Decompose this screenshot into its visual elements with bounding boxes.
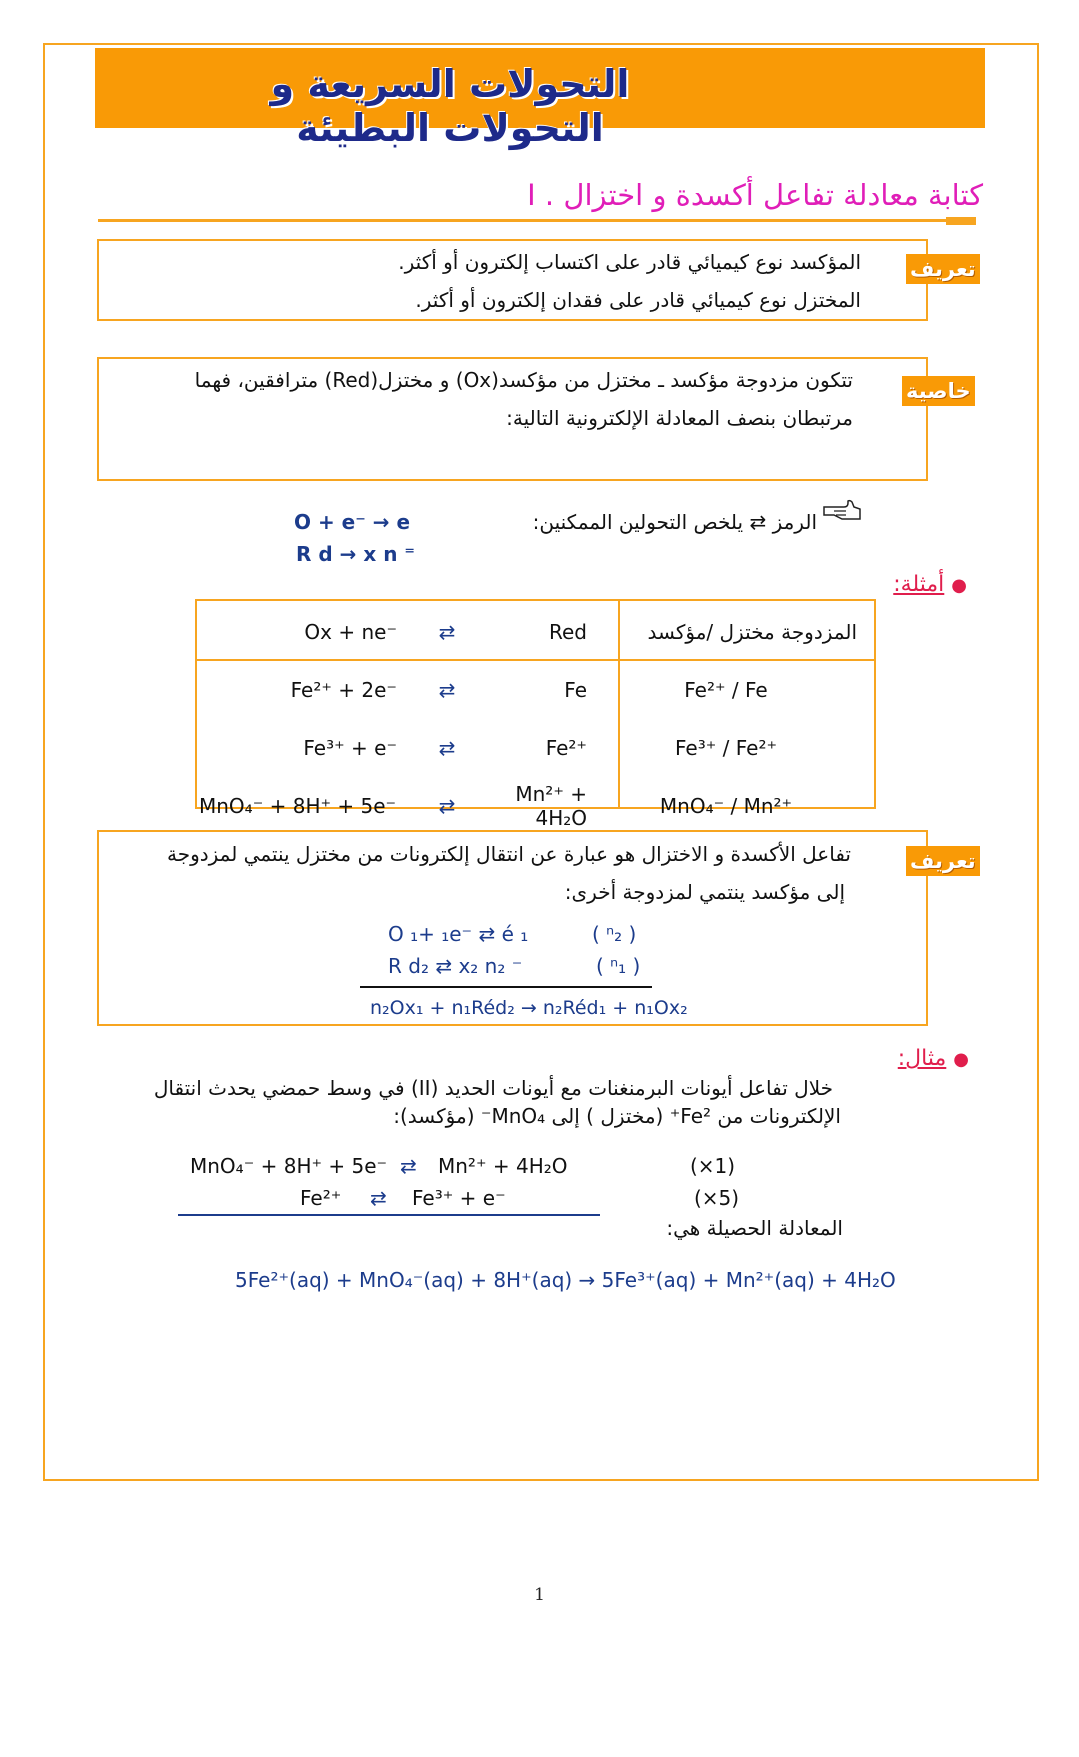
examples-label-text: أمثلة: [893, 572, 945, 597]
header-red: Red [549, 620, 587, 644]
redox-definition-tag: تعريف [906, 846, 980, 876]
table-row [197, 719, 891, 777]
sum-line [360, 986, 652, 988]
header-ox: Ox + ne⁻ [304, 620, 397, 644]
examples-label: ● أمثلة: [893, 572, 967, 597]
example-half-1-right: Mn²⁺ + 4H₂O [438, 1154, 568, 1178]
row2-pair: Fe³⁺ / Fe²⁺ [674, 736, 778, 760]
example-half-2-right: Fe³⁺ + e⁻ [412, 1186, 506, 1210]
property-line-2: مرتبطان بنصف المعادلة الإلكترونية التالية: [506, 406, 853, 430]
symbol-equation-1: O + e⁻ → e [294, 510, 411, 534]
example-label-text: مثال: [897, 1046, 947, 1071]
example-sum-line [178, 1214, 600, 1216]
row3-pair: MnO₄⁻ / Mn²⁺ [659, 794, 793, 818]
row1-arrow: ⇄ [438, 678, 456, 702]
section-title: كتابة معادلة تفاعل أكسدة و اختزال . I [527, 178, 983, 212]
half-equation-1: O ₁+ ₁e⁻ ⇄ é ₁ [388, 922, 529, 946]
row2-arrow: ⇄ [438, 736, 456, 760]
row3-ox: MnO₄⁻ + 8H⁺ + 5e⁻ [199, 794, 397, 818]
row2-ox: Fe³⁺ + e⁻ [303, 736, 397, 760]
example-line-2: الإلكترونات من Fe²⁺ (مختزل ) إلى MnO₄⁻ (مؤكسد): [393, 1104, 841, 1128]
oxidant-definition: المؤكسد نوع كيميائي قادر على اكتساب إلكترون أو أكثر. [398, 250, 861, 274]
table-row [197, 777, 891, 835]
example-half-1-multiplier: (×1) [690, 1154, 736, 1178]
row1-pair: Fe²⁺ / Fe [684, 678, 768, 702]
redox-pairs-table [197, 603, 891, 835]
example-line-1: خلال تفاعل أيونات البرمنغنات مع أيونات الحديد (II) في وسط حمضي يحدث انتقال [153, 1076, 833, 1100]
header-pair: المزدوجة مختزل /مؤكسد [647, 620, 857, 644]
header-arrow: ⇄ [438, 620, 456, 644]
global-equation: n₂Ox₁ + n₁Réd₂ → n₂Réd₁ + n₁Ox₂ [370, 997, 688, 1019]
overall-equation-label: المعادلة الحصيلة هي: [666, 1216, 843, 1240]
reductant-definition: المختزل نوع كيميائي قادر على فقدان إلكترون أو أكثر. [415, 288, 861, 312]
half-equation-2-multiplier: ( ⁿ₁ ) [596, 954, 641, 978]
redox-definition-line-2: إلى مؤكسد ينتمي لمزدوجة أخرى: [564, 880, 845, 904]
row3-red: Mn²⁺ + 4H₂O [515, 782, 587, 830]
property-tag: خاصية [902, 376, 975, 406]
example-half-2-left: Fe²⁺ [300, 1186, 342, 1210]
page-title: التحولات السريعة و التحولات البطيئة [270, 62, 630, 150]
section-underline-tab [946, 217, 976, 225]
half-equation-1-multiplier: ( ⁿ₂ ) [592, 922, 637, 946]
table-header-row [197, 603, 891, 661]
table-row [197, 661, 891, 719]
row2-red: Fe²⁺ [545, 736, 587, 760]
page-number: 1 [534, 1585, 545, 1605]
example-half-2-arrow: ⇄ [370, 1186, 387, 1210]
half-equation-2: R d₂ ⇄ x₂ n₂ ⁻ [388, 954, 523, 978]
example-half-1-arrow: ⇄ [400, 1154, 417, 1178]
definition-tag: تعريف [906, 254, 980, 284]
overall-equation: 5Fe²⁺(aq) + MnO₄⁻(aq) + 8H⁺(aq) → 5Fe³⁺(aq) + Mn²⁺(aq) + 4H₂O [235, 1268, 896, 1292]
example-label: ● مثال: [897, 1046, 969, 1071]
property-line-1: تتكون مزدوجة مؤكسد ـ مختزل من مؤكسد(Ox) و مختزل(Red) مترافقين، فهما [194, 368, 853, 392]
redox-definition-line-1: تفاعل الأكسدة و الاختزال هو عبارة عن انتقال إلكترونات من مختزل ينتمي لمزدوجة [166, 842, 851, 866]
pointing-hand-icon [822, 497, 862, 523]
row3-arrow: ⇄ [438, 794, 456, 818]
symbol-note-text: الرمز ⇄ يلخص التحولين الممكنين: [532, 510, 817, 534]
symbol-equation-2: R d → x n ⁼ [296, 542, 415, 566]
example-half-1-left: MnO₄⁻ + 8H⁺ + 5e⁻ [190, 1154, 388, 1178]
row1-ox: Fe²⁺ + 2e⁻ [290, 678, 397, 702]
row1-red: Fe [564, 678, 587, 702]
example-half-2-multiplier: (×5) [694, 1186, 740, 1210]
section-underline [98, 219, 972, 222]
